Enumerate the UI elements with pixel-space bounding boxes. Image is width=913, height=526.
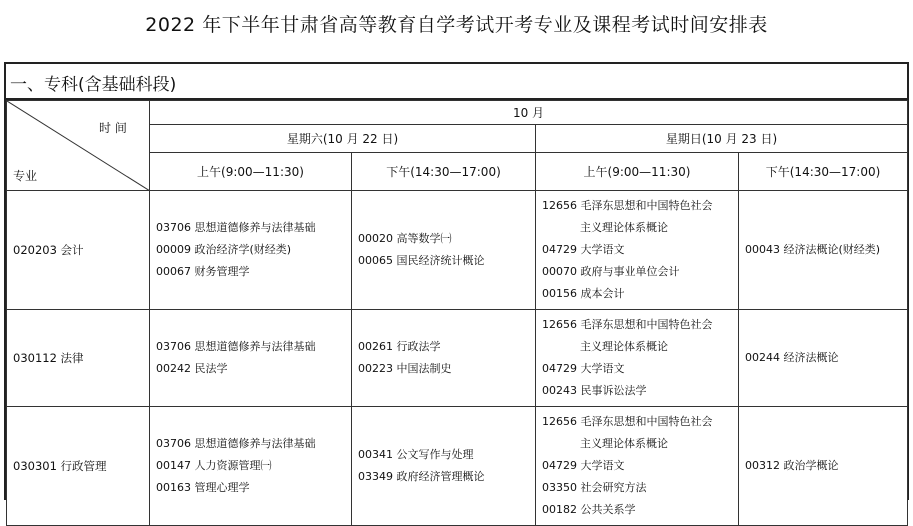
course-line: 03350 社会研究方法 xyxy=(542,481,647,494)
course-line: 12656 毛泽东思想和中国特色社会 xyxy=(542,199,713,212)
sat-am-cell xyxy=(150,407,352,526)
schedule-table xyxy=(6,100,908,526)
day1-pm-header: 下午(14:30—17:00) xyxy=(352,153,536,191)
sat-am-cell xyxy=(150,310,352,407)
course-line: 04729 大学语文 xyxy=(542,459,625,472)
course-line: 00147 人力资源管理㈠ xyxy=(156,459,272,472)
section-header xyxy=(6,64,907,100)
table-row xyxy=(7,191,908,310)
page-title: 2022 年下半年甘肃省高等教育自学考试开考专业及课程考试时间安排表 xyxy=(145,14,768,36)
day1-header: 星期六(10 月 22 日) xyxy=(150,125,536,153)
course-line: 主义理论体系概论 xyxy=(580,340,668,353)
course-line: 00223 中国法制史 xyxy=(358,362,452,375)
course-line: 00009 政治经济学(财经类) xyxy=(156,243,292,256)
course-line: 04729 大学语文 xyxy=(542,243,625,256)
course-line: 00182 公共关系学 xyxy=(542,503,636,516)
course-line: 00163 管理心理学 xyxy=(156,481,250,494)
day2-pm-header: 下午(14:30—17:00) xyxy=(739,153,908,191)
schedule-sheet xyxy=(4,62,909,516)
major-label: 专业 xyxy=(13,169,38,183)
course-line: 04729 大学语文 xyxy=(542,362,625,375)
course-line: 00070 政府与事业单位会计 xyxy=(542,265,680,278)
sun-pm-cell xyxy=(739,310,908,407)
course-line: 00244 经济法概论 xyxy=(745,351,839,364)
course-line: 00261 行政法学 xyxy=(358,340,441,353)
time-label: 时 间 xyxy=(99,121,127,135)
course-line: 00043 经济法概论(财经类) xyxy=(745,243,881,256)
sat-pm-cell xyxy=(352,191,536,310)
sat-pm-cell xyxy=(352,310,536,407)
course-line: 00020 高等数学㈠ xyxy=(358,232,452,245)
course-line: 00067 财务管理学 xyxy=(156,265,250,278)
sun-am-cell xyxy=(536,191,739,310)
day2-header: 星期日(10 月 23 日) xyxy=(536,125,908,153)
major-cell: 020203 会计 xyxy=(7,191,150,310)
sat-pm-cell xyxy=(352,407,536,526)
course-line: 03706 思想道德修养与法律基础 xyxy=(156,221,316,234)
course-line: 03706 思想道德修养与法律基础 xyxy=(156,437,316,450)
major-cell: 030301 行政管理 xyxy=(7,407,150,526)
day1-am-header: 上午(9:00—11:30) xyxy=(150,153,352,191)
course-line: 00065 国民经济统计概论 xyxy=(358,254,485,267)
major-cell: 030112 法律 xyxy=(7,310,150,407)
sun-am-cell xyxy=(536,407,739,526)
course-line: 00312 政治学概论 xyxy=(745,459,839,472)
sun-pm-cell xyxy=(739,407,908,526)
section-label: 一、专科(含基础科段) xyxy=(10,75,177,95)
course-line: 主义理论体系概论 xyxy=(580,221,668,234)
table-row xyxy=(7,310,908,407)
course-line: 00341 公文写作与处理 xyxy=(358,448,474,461)
course-line: 03349 政府经济管理概论 xyxy=(358,470,485,483)
day2-am-header: 上午(9:00—11:30) xyxy=(536,153,739,191)
month-header: 10 月 xyxy=(150,101,908,125)
course-line: 主义理论体系概论 xyxy=(580,437,668,450)
course-line: 00242 民法学 xyxy=(156,362,228,375)
course-line: 12656 毛泽东思想和中国特色社会 xyxy=(542,318,713,331)
sun-am-cell xyxy=(536,310,739,407)
course-line: 03706 思想道德修养与法律基础 xyxy=(156,340,316,353)
course-line: 00243 民事诉讼法学 xyxy=(542,384,647,397)
sun-pm-cell xyxy=(739,191,908,310)
header-corner-cell xyxy=(7,101,150,191)
table-row xyxy=(7,407,908,526)
sat-am-cell xyxy=(150,191,352,310)
course-line: 00156 成本会计 xyxy=(542,287,625,300)
course-line: 12656 毛泽东思想和中国特色社会 xyxy=(542,415,713,428)
